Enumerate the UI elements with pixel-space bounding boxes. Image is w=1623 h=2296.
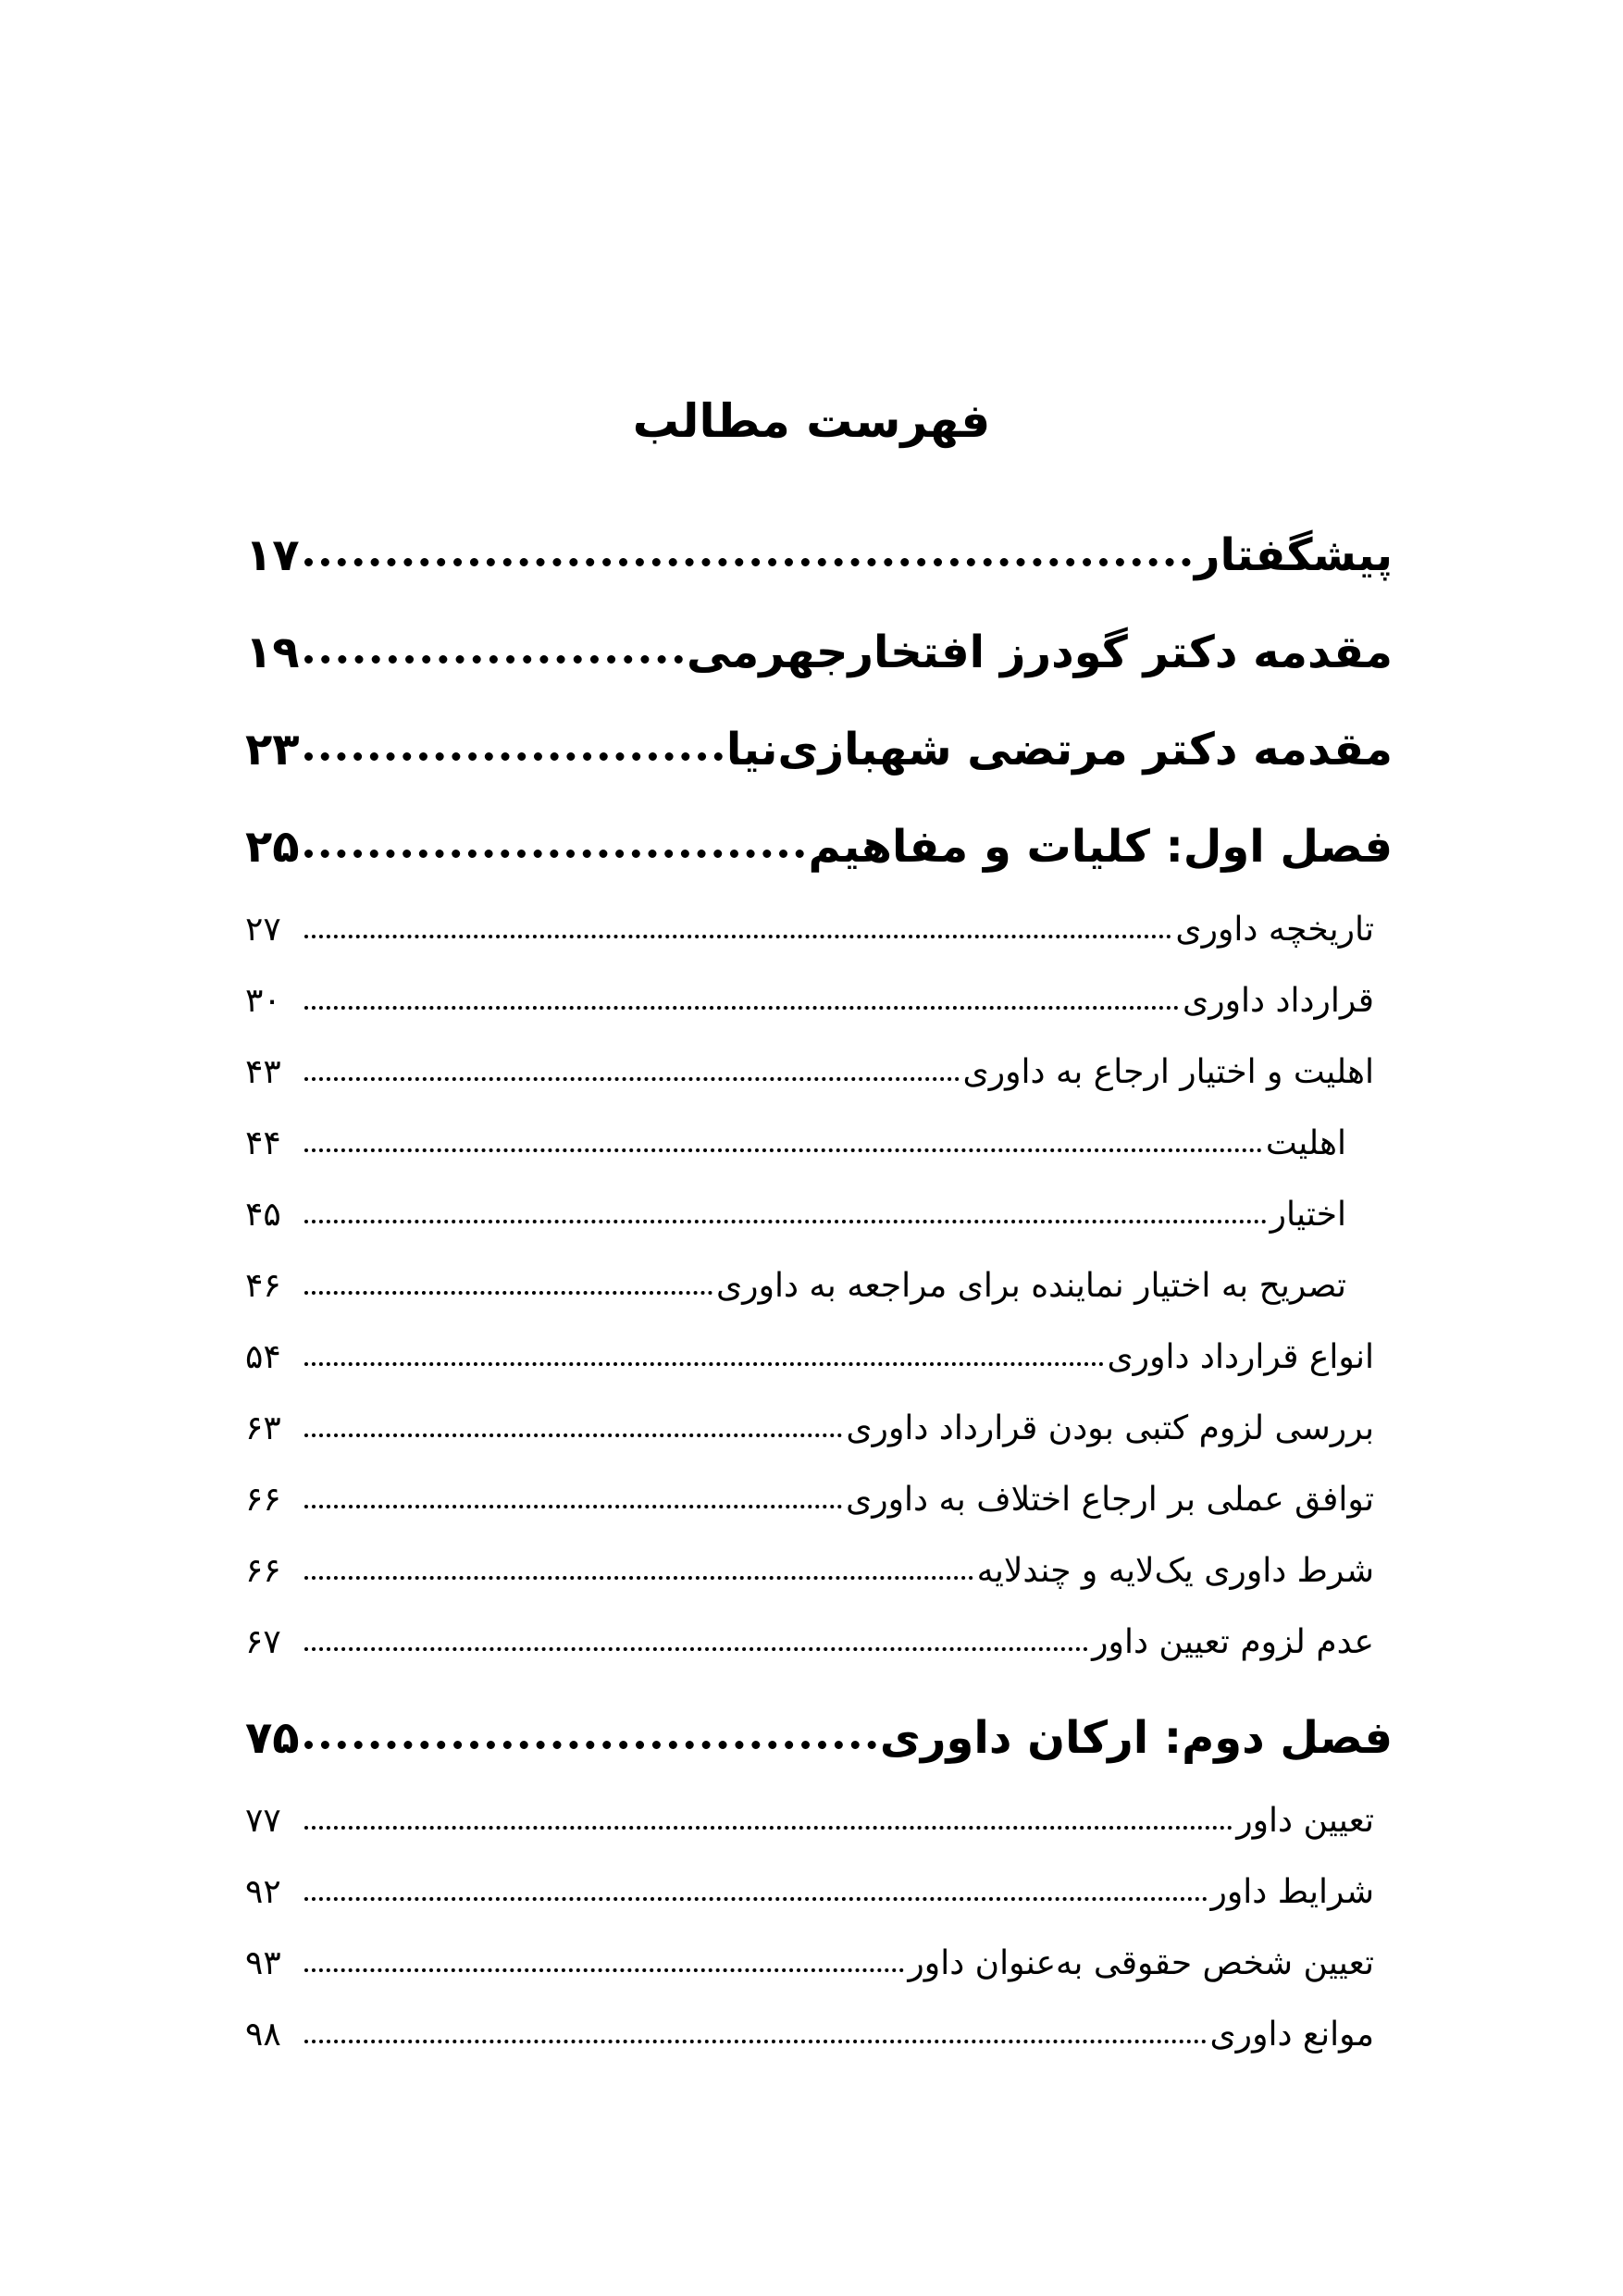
dot-leader [304,1505,842,1508]
page-title: فهرست مطالب [632,394,991,448]
toc-subentry [245,1472,1374,1528]
dot-leader [304,1077,960,1081]
dot-leader [304,1741,876,1749]
toc-entry-label: موانع داوری [1209,2016,1374,2054]
toc-entry-label: اختیار [1270,1196,1346,1234]
chapter-entry [245,1701,1393,1775]
dot-leader [304,1826,1233,1830]
toc-entry-page: ۲۳ [245,724,300,776]
toc-entry-label: قرارداد داوری [1183,982,1374,1020]
toc-entry-page: ۲۵ [245,821,300,873]
dot-leader [304,2040,1207,2043]
toc-entry-label: اهلیت [1265,1124,1346,1162]
toc-entry-label: تعیین داور [1236,1802,1374,1840]
dot-leader [304,1148,1262,1152]
toc-entry-page: ۶۳ [245,1409,281,1447]
toc-entry-label: تعیین شخص حقوقی به‌عنوان داور [908,1944,1374,1982]
dot-leader [304,1291,712,1295]
toc-subentry [245,1936,1374,1992]
toc-entry-page: ۶۷ [245,1623,281,1661]
toc-entry-page: ۴۶ [245,1267,281,1305]
toc-subentry [245,1330,1374,1385]
dot-leader [304,1006,1179,1010]
toc-entry-label: اهلیت و اختیار ارجاع به داوری [962,1053,1374,1091]
toc-entry-label: انواع قرارداد داوری [1107,1338,1374,1376]
dot-leader [304,850,804,858]
toc-subentry [245,902,1374,958]
toc-entry-page: ۲۷ [245,911,281,949]
dot-leader [304,1362,1104,1366]
dot-leader [304,752,723,761]
toc-entry-page: ۹۸ [245,2016,281,2054]
toc-entry-label: فصل دوم: ارکان داوری [879,1712,1393,1764]
toc-entry-page: ۳۰ [245,982,281,1020]
dot-leader [304,935,1171,938]
toc-entry-label: مقدمه دکتر مرتضی شهبازی‌نیا [725,724,1393,776]
dot-leader [304,1433,842,1437]
toc-subentry [245,1615,1374,1670]
toc-entry-page: ۷۵ [245,1712,300,1764]
toc-subsubentry [245,1259,1346,1314]
toc-entry-page: ۱۷ [245,529,300,581]
dot-leader [304,1968,904,1972]
toc-entry [245,518,1393,592]
toc-entry-page: ۹۳ [245,1944,281,1982]
toc-entry-page: ۹۲ [245,1873,281,1911]
dot-leader [304,1220,1267,1223]
toc-entry-label: فصل اول: کلیات و مفاهیم [808,821,1393,873]
toc-entry-label: عدم لزوم تعیین داور [1092,1623,1374,1661]
toc-entry-page: ۶۶ [245,1481,281,1519]
dot-leader [304,558,1191,566]
toc-subentry [245,1544,1374,1599]
toc-entry-page: ۴۵ [245,1196,281,1234]
toc-entry [245,615,1393,689]
toc-entry-label: تصریح به اختیار نماینده برای مراجعه به داوری [716,1267,1346,1305]
toc-entry-label: تاریخچه داوری [1175,911,1374,949]
toc-entry-page: ۷۷ [245,1802,281,1840]
toc-entry-page: ۴۳ [245,1053,281,1091]
toc-subentry [245,1865,1374,1920]
toc-subsubentry [245,1116,1346,1172]
toc-entry-page: ۱۹ [245,627,300,678]
toc-entry-page: ۵۴ [245,1338,281,1376]
toc-entry-label: پیشگفتار [1194,529,1393,581]
toc-subentry [245,1793,1374,1849]
toc-entry-label: شرایط داور [1210,1873,1374,1911]
toc-entry-label: بررسی لزوم کتبی بودن قرارداد داوری [846,1409,1374,1447]
toc-entry-page: ۶۶ [245,1552,281,1590]
toc-entry-label: توافق عملی بر ارجاع اختلاف به داوری [846,1481,1374,1519]
dot-leader [304,1897,1208,1901]
dot-leader [304,1576,973,1580]
toc-entry-page: ۴۴ [245,1124,281,1162]
dot-leader [304,655,683,664]
toc-subentry [245,1045,1374,1100]
toc-subsubentry [245,1187,1346,1243]
chapter-entry [245,810,1393,884]
toc-entry-label: شرط داوری یک‌لایه و چندلایه [976,1552,1374,1590]
toc-entry [245,713,1393,787]
toc-entry-label: مقدمه دکتر گودرز افتخارجهرمی [686,627,1393,678]
dot-leader [304,1647,1088,1651]
toc-subentry [245,1401,1374,1457]
toc-subentry [245,974,1374,1029]
toc-subentry [245,2007,1374,2063]
